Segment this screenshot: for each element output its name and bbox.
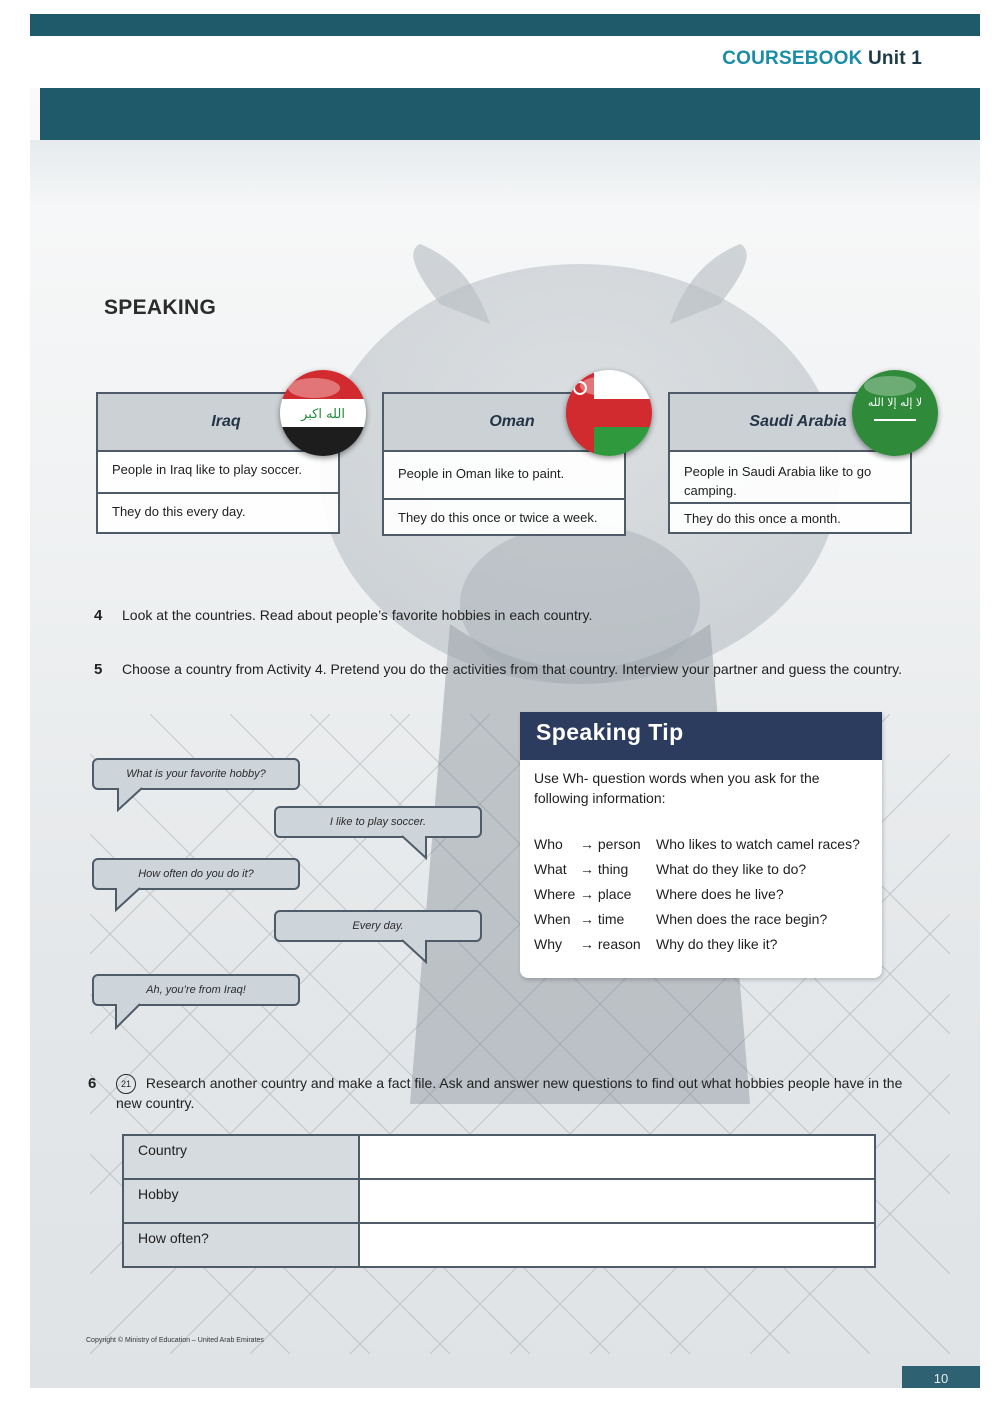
country-name: Iraq [211,413,241,430]
header-fade [30,140,980,210]
speaking-tip-box [520,712,882,978]
wh-word: What [534,861,567,877]
activity-6 [88,1074,906,1113]
activity-number: 4 [94,607,103,624]
fact-label: Country [124,1136,360,1178]
flag-script: الله اكبر [301,407,345,422]
activity-4 [94,606,902,625]
country-frequency: They do this every day. [96,494,340,534]
country-name: Oman [489,413,535,430]
header-top-band [30,14,980,36]
country-card-iraq [96,392,345,534]
unit-label: Unit 1 [868,48,922,69]
wh-meaning: → thing [580,861,629,877]
bubble-tail [112,888,152,912]
bubble-text: How often do you do it? [92,858,300,890]
flag-script: لا إله إلا الله [867,396,923,409]
copyright-text: Copyright © Ministry of Education – United Arab Emirates [86,1337,264,1344]
country-frequency: They do this once or twice a week. [382,500,626,536]
fact-how-often-field[interactable] [360,1224,874,1266]
wh-example: Why do they like it? [656,936,778,952]
activity-text: Look at the countries. Read about people’s favorite hobbies in each country. [122,607,593,623]
wh-word: Who [534,836,563,852]
bubble-tail [394,940,434,964]
bubble-text: Ah, you’re from Iraq! [92,974,300,1006]
bubble-text: Every day. [274,910,482,942]
coursebook-page [30,14,980,1388]
header-color-band [40,88,980,140]
section-title: SPEAKING [104,296,217,319]
country-hobby: People in Saudi Arabia like to go camping. [668,450,912,504]
fact-hobby-field[interactable] [360,1180,874,1222]
fact-label: How often? [124,1224,360,1266]
activity-text: Choose a country from Activity 4. Pretend you do the activities from that country. Interview your partner and guess the country. [122,661,902,677]
wh-word: When [534,911,571,927]
wh-example: Where does he live? [656,886,784,902]
country-card-oman [382,392,626,536]
fact-row [124,1136,874,1178]
header-title [722,48,922,70]
country-hobby: People in Iraq like to play soccer. [96,450,340,494]
wh-meaning: → reason [580,936,641,952]
bubble-tail [394,836,434,860]
country-name: Saudi Arabia [749,413,847,430]
country-hobby: People in Oman like to paint. [382,450,626,500]
fact-file-table [122,1134,876,1268]
activity-text: Research another country and make a fact file. Ask and answer new questions to find out what hobbies people have in the new country. [116,1075,903,1112]
wh-example: Who likes to watch camel races? [656,836,860,852]
fact-row [124,1178,874,1222]
bubble-tail [116,788,156,812]
wh-word: Why [534,936,562,952]
fact-country-field[interactable] [360,1136,874,1178]
bubble-text: What is your favorite hobby? [92,758,300,790]
bubble-text: I like to play soccer. [274,806,482,838]
bubble-tail [112,1004,152,1030]
fact-label: Hobby [124,1180,360,1222]
page-number: 10 [902,1366,980,1388]
activity-number: 5 [94,661,103,678]
21st-century-skills-icon: 21 [116,1074,136,1094]
wh-example: When does the race begin? [656,911,828,927]
activity-number: 6 [88,1075,97,1092]
wh-meaning: → time [580,911,625,927]
wh-word: Where [534,886,576,902]
country-frequency: They do this once a month. [668,504,912,534]
oman-flag-icon [566,370,652,456]
speaking-tip-intro: Use Wh- question words when you ask for the following information: [534,770,820,806]
country-card-saudi-arabia [668,392,923,534]
speaking-tip-title: Speaking Tip [520,712,882,760]
iraq-flag-icon [280,370,366,456]
wh-meaning: → place [580,886,632,902]
course-label: COURSEBOOK [722,48,863,69]
activity-5 [94,660,910,679]
fact-row [124,1222,874,1266]
saudi-arabia-flag-icon [852,370,938,456]
wh-example: What do they like to do? [656,861,807,877]
wh-meaning: → person [580,836,641,852]
